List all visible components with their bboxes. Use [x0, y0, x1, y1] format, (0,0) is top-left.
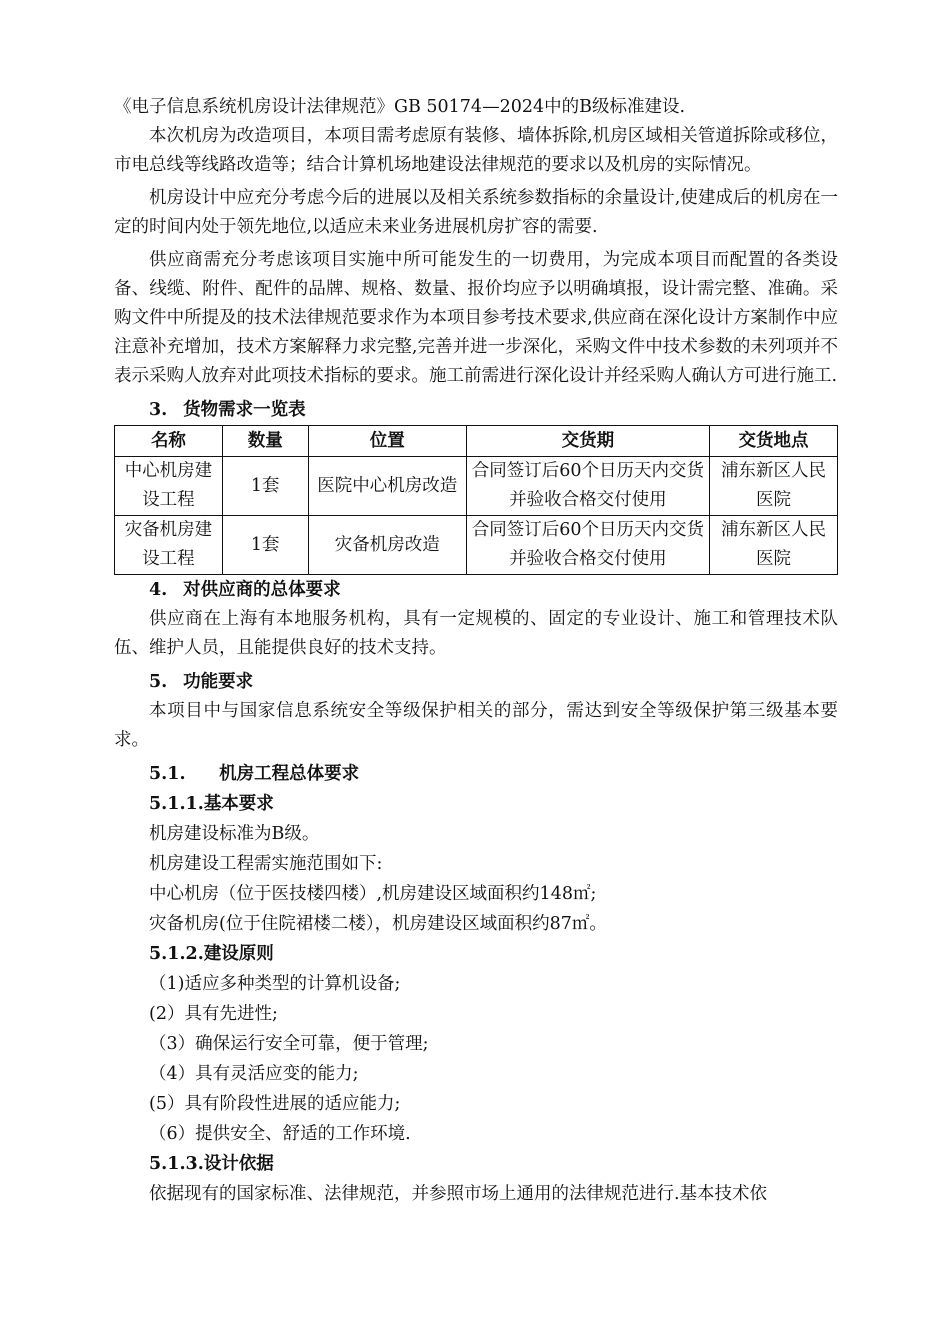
list-item: 中心机房（位于医技楼四楼）,机房建设区域面积约148㎡; — [149, 884, 597, 904]
table-cell: 合同签订后60个日历天内交货并验收合格交付使用 — [466, 516, 709, 575]
list-item: （4）具有灵活应变的能力; — [149, 1064, 359, 1084]
table-cell: 灾备机房改造 — [308, 516, 466, 575]
table-cell: 1套 — [222, 457, 308, 516]
section-5-1-3-text: 依据现有的国家标准、法律规范，并参照市场上通用的法律规范进行.基本技术依 — [149, 1184, 768, 1204]
table-cell: 中心机房建设工程 — [115, 457, 223, 516]
paragraph-supplier-costs: 供应商需充分考虑该项目实施中所可能发生的一切费用，为完成本项目而配置的各类设备、线缆、附件、配件的品牌、规格、数量、报价均应予以明确填报，设计需完整、准确。采购文件中所提及的技术法律规范要求作为本项目参考技术要求,供应商在深化设计方案制作中应注意补充增加，技术方案解释力求完整,完善并进一步深化，采购文件中技术参数的未列项并不表示采购人放弃对此项技术指标的要求。施工前需进行深化设计并经采购人确认方可进行施工. — [114, 250, 838, 386]
table-header-cell: 交货期 — [466, 426, 709, 457]
table-cell: 医院中心机房改造 — [308, 457, 466, 516]
table-row — [115, 457, 838, 516]
section-5-text: 本项目中与国家信息系统安全等级保护相关的部分，需达到安全等级保护第三级基本要求。 — [114, 701, 838, 750]
section-5-1-2-heading — [114, 939, 838, 969]
section-5-number: 5. — [149, 672, 168, 692]
section-5-1-number: 5.1. — [149, 764, 186, 784]
section-3-heading — [114, 395, 838, 425]
section-5-1-1-number: 5.1.1. — [149, 794, 204, 814]
section-4-title: 对供应商的总体要求 — [183, 580, 341, 600]
section-5-heading — [114, 667, 838, 697]
section-5-1-1-title: 基本要求 — [203, 794, 274, 814]
section-4-number: 4. — [149, 580, 168, 600]
section-3-number: 3. — [149, 400, 168, 420]
list-item: 机房建设工程需实施范围如下: — [149, 854, 383, 874]
section-4-heading — [114, 575, 838, 605]
list-item: 机房建设标准为B级。 — [149, 824, 320, 844]
table-cell: 合同签订后60个日历天内交货并验收合格交付使用 — [466, 457, 709, 516]
list-item: （1)适应多种类型的计算机设备; — [149, 974, 401, 994]
table-cell: 灾备机房建设工程 — [115, 516, 223, 575]
list-item: (5）具有阶段性进展的适应能力; — [149, 1094, 401, 1114]
table-header-cell: 名称 — [115, 426, 223, 457]
list-item: 灾备机房(位于住院裙楼二楼），机房建设区域面积约87㎡。 — [149, 914, 607, 934]
section-4-text: 供应商在上海有本地服务机构，具有一定规模的、固定的专业设计、施工和管理技术队伍、维护人员，且能提供良好的技术支持。 — [114, 609, 838, 658]
table-header-cell: 数量 — [222, 426, 308, 457]
section-5-1-2-title: 建设原则 — [203, 944, 274, 964]
list-item: （6）提供安全、舒适的工作环境. — [149, 1124, 411, 1144]
list-item: （3）确保运行安全可靠，便于管理; — [149, 1034, 429, 1054]
document-page — [114, 92, 838, 1209]
section-5-1-heading — [114, 759, 838, 789]
table-header-cell: 交货地点 — [709, 426, 837, 457]
section-5-1-2-number: 5.1.2. — [149, 944, 204, 964]
section-5-1-3-title: 设计依据 — [203, 1154, 274, 1174]
paragraph-renovation: 本次机房为改造项目，本项目需考虑原有装修、墙体拆除,机房区域相关管道拆除或移位，市电总线等线路改造等；结合计算机场地建设法律规范的要求以及机房的实际情况。 — [114, 126, 838, 175]
section-3-title: 货物需求一览表 — [183, 400, 306, 420]
table-header-row — [115, 426, 838, 457]
paragraph-design-margin: 机房设计中应充分考虑今后的进展以及相关系统参数指标的余量设计,使建成后的机房在一定的时间内处于领先地位,以适应未来业务进展机房扩容的需要. — [114, 188, 838, 237]
section-5-1-1-heading — [114, 789, 838, 819]
list-item: (2）具有先进性; — [149, 1004, 278, 1024]
intro-line: 《电子信息系统机房设计法律规范》GB 50174—2024中的B级标准建设. — [114, 97, 686, 117]
table-header-cell: 位置 — [308, 426, 466, 457]
goods-requirement-table — [114, 425, 838, 575]
table-row — [115, 516, 838, 575]
section-5-1-3-number: 5.1.3. — [149, 1154, 204, 1174]
table-cell: 浦东新区人民医院 — [709, 457, 837, 516]
section-5-1-3-heading — [114, 1149, 838, 1179]
section-5-title: 功能要求 — [183, 672, 254, 692]
table-cell: 1套 — [222, 516, 308, 575]
table-cell: 浦东新区人民医院 — [709, 516, 837, 575]
section-5-1-title: 机房工程总体要求 — [219, 764, 360, 784]
